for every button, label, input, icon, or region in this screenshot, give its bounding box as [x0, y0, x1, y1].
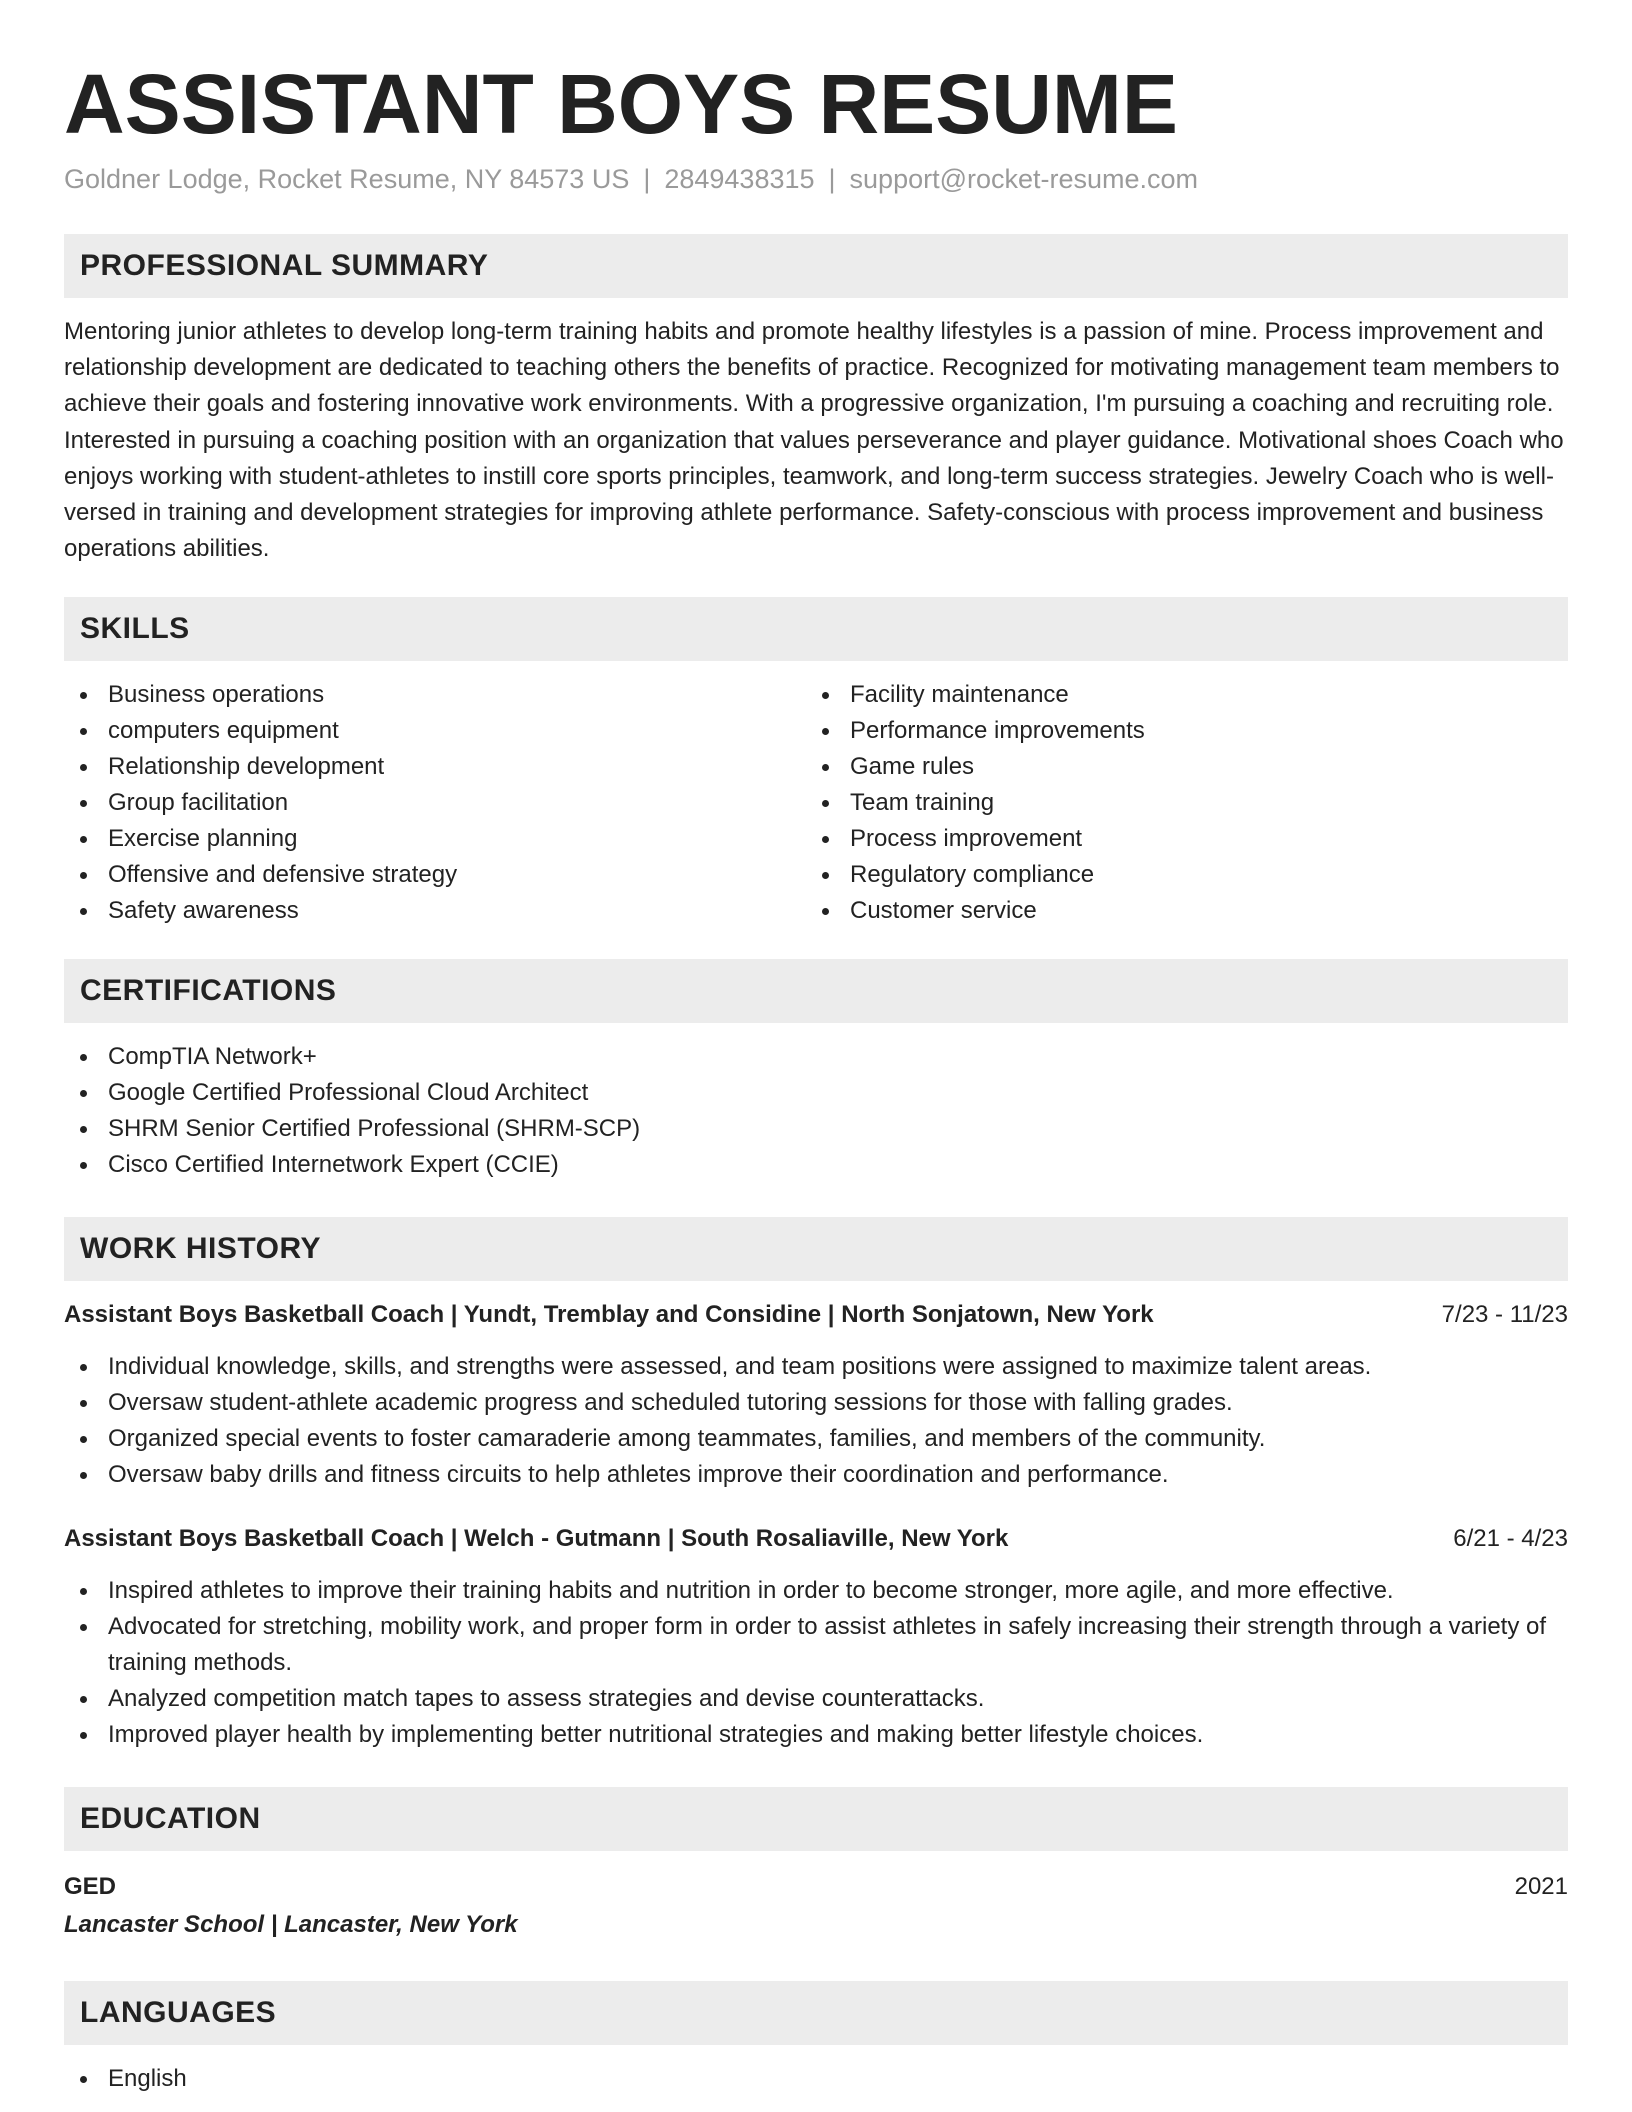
education-school: Lancaster School | Lancaster, New York: [64, 1911, 518, 1939]
contact-email: support@rocket-resume.com: [849, 164, 1199, 194]
contact-separator: |: [643, 164, 651, 194]
job-entry: [64, 1297, 1568, 1493]
certification-item: SHRM Senior Certified Professional (SHRM-SCP): [64, 1111, 1568, 1147]
education-heading-row: [64, 1869, 1568, 1905]
skill-item: Customer service: [806, 893, 1548, 929]
skill-item: Game rules: [806, 749, 1548, 785]
skills-grid: [64, 677, 1568, 929]
section-header-education: EDUCATION: [64, 1787, 1568, 1851]
section-header-languages: LANGUAGES: [64, 1981, 1568, 2045]
resume-name: ASSISTANT BOYS RESUME: [64, 57, 1178, 151]
certification-item: CompTIA Network+: [64, 1039, 1568, 1075]
skill-item: Regulatory compliance: [806, 857, 1548, 893]
job-bullet: Advocated for stretching, mobility work, and proper form in order to assist athletes in safely increasing their strength through a variety of training methods.: [64, 1609, 1568, 1681]
resume-page: [64, 0, 1568, 2097]
skills-list-left: [64, 677, 806, 929]
job-bullet: Oversaw baby drills and fitness circuits to help athletes improve their coordination and performance.: [64, 1457, 1568, 1493]
education-year: 2021: [1514, 1873, 1568, 1901]
contact-separator: |: [828, 164, 836, 194]
skill-item: computers equipment: [64, 713, 806, 749]
contact-address: Goldner Lodge, Rocket Resume, NY 84573 US: [64, 164, 630, 194]
job-bullet: Analyzed competition match tapes to assess strategies and devise counterattacks.: [64, 1681, 1568, 1717]
job-heading: Assistant Boys Basketball Coach | Yundt, Tremblay and Considine | North Sonjatown, New York: [64, 1301, 1154, 1329]
contact-phone: 2849438315: [664, 164, 815, 194]
skill-item: Team training: [806, 785, 1548, 821]
skill-item: Group facilitation: [64, 785, 806, 821]
summary-text: Mentoring junior athletes to develop long-term training habits and promote healthy lifestyles is a passion of mine. Process improvement and relationship development are dedicated to teaching others the benefits of practice. Recognized for motivating management team members to achieve their goals and fostering innovative work environments. With a progressive organization, I'm pursuing a coaching and recruiting role. Interested in pursuing a coaching position with an organization that values perseverance and player guidance. Motivational shoes Coach who enjoys working with student-athletes to instill core sports principles, teamwork, and long-term success strategies. Jewelry Coach who is well-versed in training and development strategies for improving athlete performance. Safety-conscious with process improvement and business operations abilities.: [64, 318, 1564, 563]
skill-item: Exercise planning: [64, 821, 806, 857]
job-bullets: [64, 1573, 1568, 1753]
job-heading-row: [64, 1521, 1568, 1557]
skill-item: Process improvement: [806, 821, 1548, 857]
job-bullet: Oversaw student-athlete academic progress and scheduled tutoring sessions for those with falling grades.: [64, 1385, 1568, 1421]
job-bullet: Individual knowledge, skills, and strengths were assessed, and team positions were assigned to maximize talent areas.: [64, 1349, 1568, 1385]
section-header-summary: PROFESSIONAL SUMMARY: [64, 234, 1568, 298]
job-heading-row: [64, 1297, 1568, 1333]
job-heading: Assistant Boys Basketball Coach | Welch - Gutmann | South Rosaliaville, New York: [64, 1525, 1009, 1553]
section-header-skills: SKILLS: [64, 597, 1568, 661]
skill-item: Performance improvements: [806, 713, 1548, 749]
certification-item: Cisco Certified Internetwork Expert (CCIE): [64, 1147, 1568, 1183]
section-header-work-history: WORK HISTORY: [64, 1217, 1568, 1281]
education-entry: [64, 1869, 1568, 1943]
languages-list: [64, 2061, 1568, 2097]
education-degree: GED: [64, 1873, 117, 1901]
skill-item: Relationship development: [64, 749, 806, 785]
job-bullet: Organized special events to foster camaraderie among teammates, families, and members of the community.: [64, 1421, 1568, 1457]
skill-item: Offensive and defensive strategy: [64, 857, 806, 893]
section-header-certifications: CERTIFICATIONS: [64, 959, 1568, 1023]
skills-list-right: [806, 677, 1548, 929]
job-bullet: Improved player health by implementing better nutritional strategies and making better lifestyle choices.: [64, 1717, 1568, 1753]
skill-item: Business operations: [64, 677, 806, 713]
job-entry: [64, 1521, 1568, 1753]
contact-line: [64, 162, 1568, 196]
certification-item: Google Certified Professional Cloud Architect: [64, 1075, 1568, 1111]
certifications-list: [64, 1039, 1568, 1183]
language-item: English: [64, 2061, 1568, 2097]
skill-item: Facility maintenance: [806, 677, 1548, 713]
job-bullets: [64, 1349, 1568, 1493]
job-bullet: Inspired athletes to improve their training habits and nutrition in order to become stronger, more agile, and more effective.: [64, 1573, 1568, 1609]
job-dates: 6/21 - 4/23: [1453, 1525, 1568, 1553]
job-dates: 7/23 - 11/23: [1441, 1301, 1568, 1329]
skill-item: Safety awareness: [64, 893, 806, 929]
